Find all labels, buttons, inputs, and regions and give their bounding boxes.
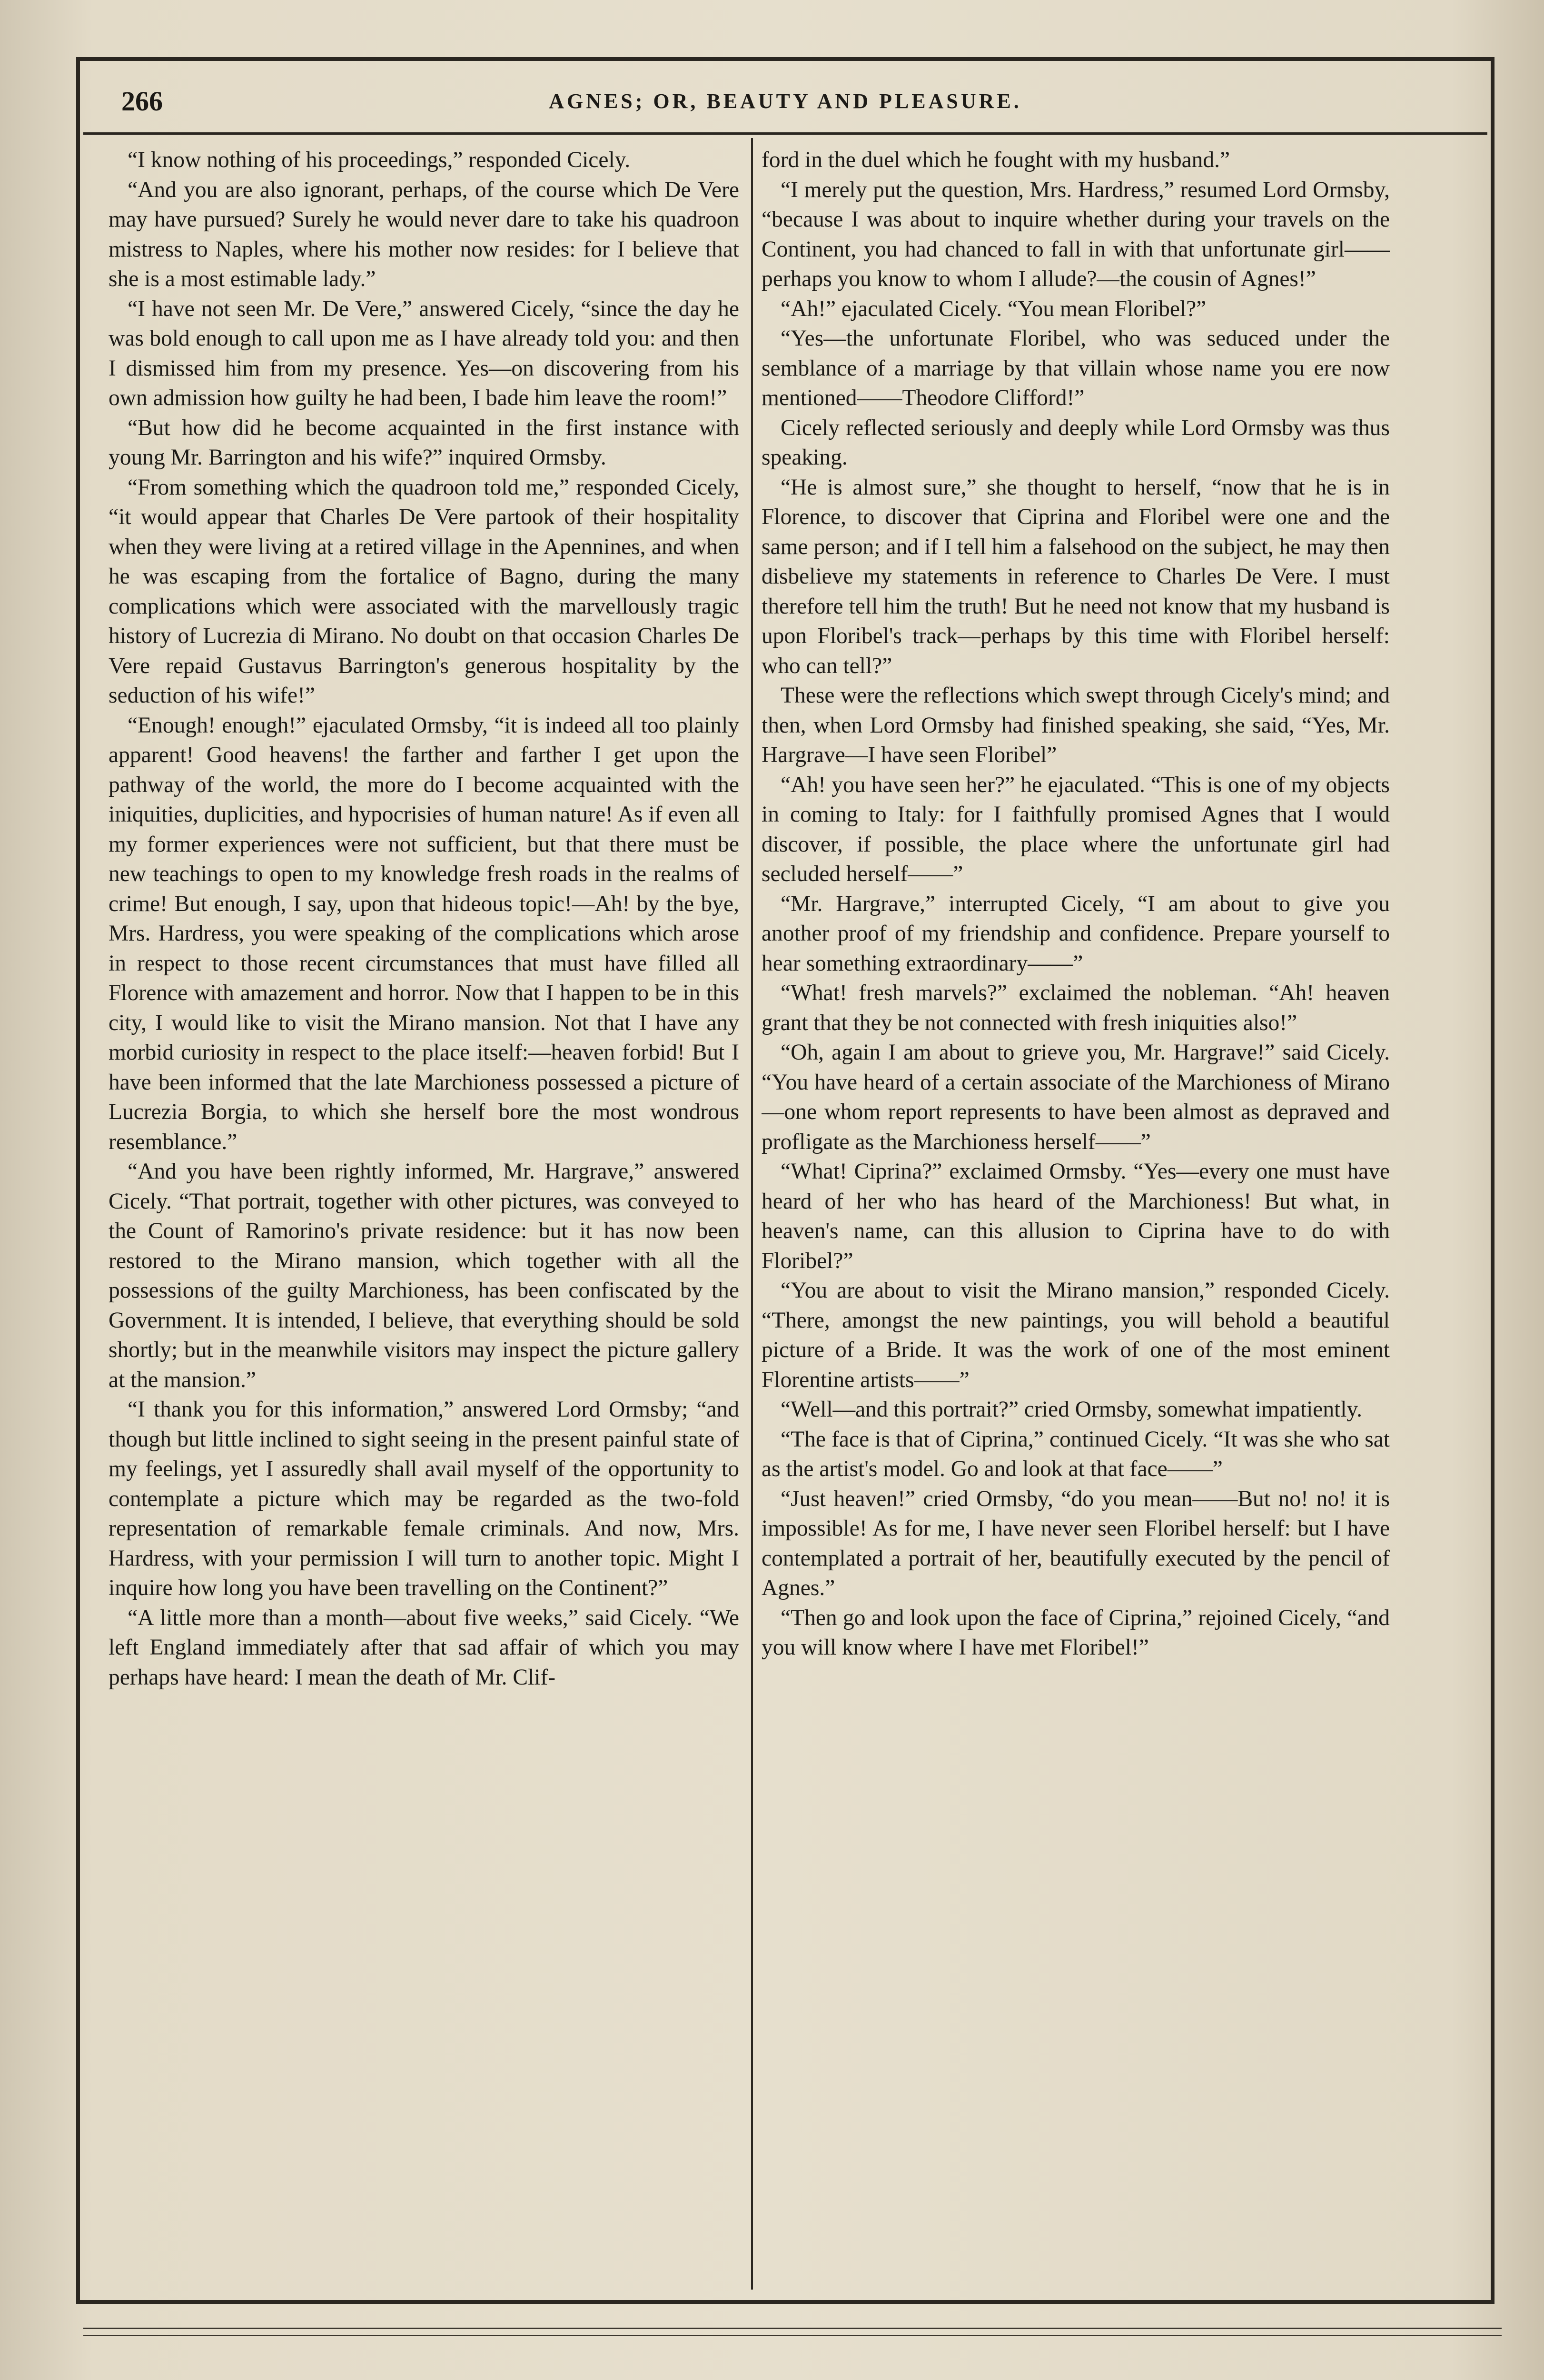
paragraph: “Ah! you have seen her?” he ejaculated. “This is one of my objects in coming to Italy: for I faithfully promised Agnes that I would discover, if possible, the place where the unfortunate girl had secluded herself——” bbox=[762, 772, 1390, 886]
paragraph: “Yes—the unfortunate Floribel, who was seduced under the semblance of a marriage by that villain whose name you ere now mentioned——Theodore Clifford!” bbox=[762, 326, 1390, 410]
paragraph: “From something which the quadroon told me,” responded Cicely, “it would appear that Charles De Vere partook of their hospitality when they were living at a retired village in the Apennines, and when he was escaping from the fortalice of Bagno, during the many complications which were associated with the marvellously tragic history of Lucrezia di Mirano. No doubt on that occasion Charles De Vere repaid Gustavus Barrington's generous hospitality by the seduction of his wife!” bbox=[109, 475, 739, 708]
paragraph: “Enough! enough!” ejaculated Ormsby, “it is indeed all too plainly apparent! Good heavens! the farther and farther I get upon the pathway of the world, the more do I become acquainted with the iniquities, duplicities, and hypocrisies of human nature! As if even all my former experiences were not sufficient, but that there must be new teachings to open to my knowledge fresh roads in the realms of crime! But enough, I say, upon that hideous topic!—Ah! by the bye, Mrs. Hardress, you were speaking of the complications which arose in respect to those recent circumstances that must have filled all Florence with amazement and horror. Now that I happen to be in this city, I would like to visit the Mirano mansion. Not that I have any morbid curiosity in respect to the place itself:—heaven forbid! But I have been informed that the late Marchioness possessed a picture of Lucrezia Borgia, to which she herself bore the most wondrous resemblance.” bbox=[109, 713, 739, 1154]
paragraph: “The face is that of Ciprina,” continued Cicely. “It was she who sat as the artist's model. Go and look at that face——” bbox=[762, 1427, 1390, 1481]
paragraph: “I have not seen Mr. De Vere,” answered Cicely, “since the day he was bold enough to call upon me as I have already told you: and then I dismissed him from my presence. Yes—on discovering from his own admission how guilty he had been, I bade him leave the room!” bbox=[109, 296, 739, 410]
running-title: AGNES; OR, BEAUTY AND PLEASURE. bbox=[549, 89, 1022, 113]
paragraph: “Just heaven!” cried Ormsby, “do you mean——But no! no! it is impossible! As for me, I have never seen Floribel herself: but I have contemplated a portrait of her, beautifully executed by the pencil of Agnes.” bbox=[762, 1486, 1390, 1600]
column-divider bbox=[751, 138, 753, 2290]
bottom-rule-inner bbox=[83, 2335, 1502, 2336]
paragraph-continued: ford in the duel which he fought with my husband.” bbox=[762, 148, 1230, 172]
paragraph: “I thank you for this information,” answered Lord Ormsby; “and though but little inclined to sight seeing in the present painful state of my feelings, yet I assuredly shall avail myself of the opportunity to contemplate a picture which may be regarded as the two-fold representation of remarkable female criminals. And now, Mrs. Hardress, with your permission I will turn to another topic. Might I inquire how long you have been travelling on the Continent?” bbox=[109, 1397, 739, 1600]
paragraph: “A little more than a month—about five weeks,” said Cicely. “We left England immediately after that sad affair of which you may perhaps have heard: I mean the death of Mr. Clif- bbox=[109, 1605, 739, 1690]
paragraph: “And you are also ignorant, perhaps, of the course which De Vere may have pursued? Surely he would never dare to take his quadroon mistress to Naples, where his mother now resides: for I believe that she is a most estimable lady.” bbox=[109, 177, 739, 291]
page-header bbox=[83, 79, 1487, 121]
bottom-rule bbox=[83, 2328, 1502, 2329]
paragraph: “Ah!” ejaculated Cicely. “You mean Floribel?” bbox=[781, 296, 1207, 321]
paragraph: Cicely reflected seriously and deeply while Lord Ormsby was thus speaking. bbox=[762, 415, 1390, 470]
paragraph: “Then go and look upon the face of Ciprina,” rejoined Cicely, “and you will know where I have met Floribel!” bbox=[762, 1605, 1390, 1660]
left-column bbox=[109, 145, 739, 2287]
paragraph: “What! fresh marvels?” exclaimed the nobleman. “Ah! heaven grant that they be not connected with fresh iniquities also!” bbox=[762, 981, 1390, 1035]
paragraph: “But how did he become acquainted in the first instance with young Mr. Barrington and his wife?” inquired Ormsby. bbox=[109, 415, 739, 470]
paragraph: “I know nothing of his proceedings,” responded Cicely. bbox=[128, 148, 631, 172]
paragraph: “Well—and this portrait?” cried Ormsby, somewhat impatiently. bbox=[781, 1397, 1363, 1422]
paragraph: “He is almost sure,” she thought to herself, “now that he is in Florence, to discover that Ciprina and Floribel were one and the same person; and if I tell him a falsehood on the subject, he may then disbelieve my statements in reference to Charles De Vere. I must therefore tell him the truth! But he need not know that my husband is upon Floribel's track—perhaps by this time with Floribel herself: who can tell?” bbox=[762, 475, 1390, 678]
paragraph: “You are about to visit the Mirano mansion,” responded Cicely. “There, amongst the new paintings, you will behold a beautiful picture of a Bride. It was the work of one of the most eminent Florentine artists——” bbox=[762, 1278, 1390, 1392]
paragraph: “I merely put the question, Mrs. Hardress,” resumed Lord Ormsby, “because I was about to inquire whether during your travels on the Continent, you had chanced to fall in with that unfortunate girl——perhaps you know to whom I allude?—the cousin of Agnes!” bbox=[762, 177, 1390, 291]
page-number: 266 bbox=[121, 86, 163, 117]
right-column bbox=[762, 145, 1390, 2287]
paragraph: “What! Ciprina?” exclaimed Ormsby. “Yes—every one must have heard of her who has heard of the Marchioness! But what, in heaven's name, can this allusion to Ciprina have to do with Floribel?” bbox=[762, 1159, 1390, 1273]
header-rule bbox=[83, 132, 1487, 135]
paragraph: These were the reflections which swept through Cicely's mind; and then, when Lord Ormsby had finished speaking, she said, “Yes, Mr. Hargrave—I have seen Floribel” bbox=[762, 683, 1390, 767]
paragraph: “Oh, again I am about to grieve you, Mr. Hargrave!” said Cicely. “You have heard of a certain associate of the Marchioness of Mirano—one whom report represents to have been almost as depraved and profligate as the Marchioness herself——” bbox=[762, 1040, 1390, 1154]
paragraph: “Mr. Hargrave,” interrupted Cicely, “I am about to give you another proof of my friendship and confidence. Prepare yourself to hear something extraordinary——” bbox=[762, 891, 1390, 976]
paragraph: “And you have been rightly informed, Mr. Hargrave,” answered Cicely. “That portrait, together with other pictures, was conveyed to the Count of Ramorino's private residence: but it has now been restored to the Mirano mansion, which together with all the possessions of the guilty Marchioness, has been confiscated by the Government. It is intended, I believe, that everything should be sold shortly; but in the meanwhile visitors may inspect the picture gallery at the mansion.” bbox=[109, 1159, 739, 1392]
